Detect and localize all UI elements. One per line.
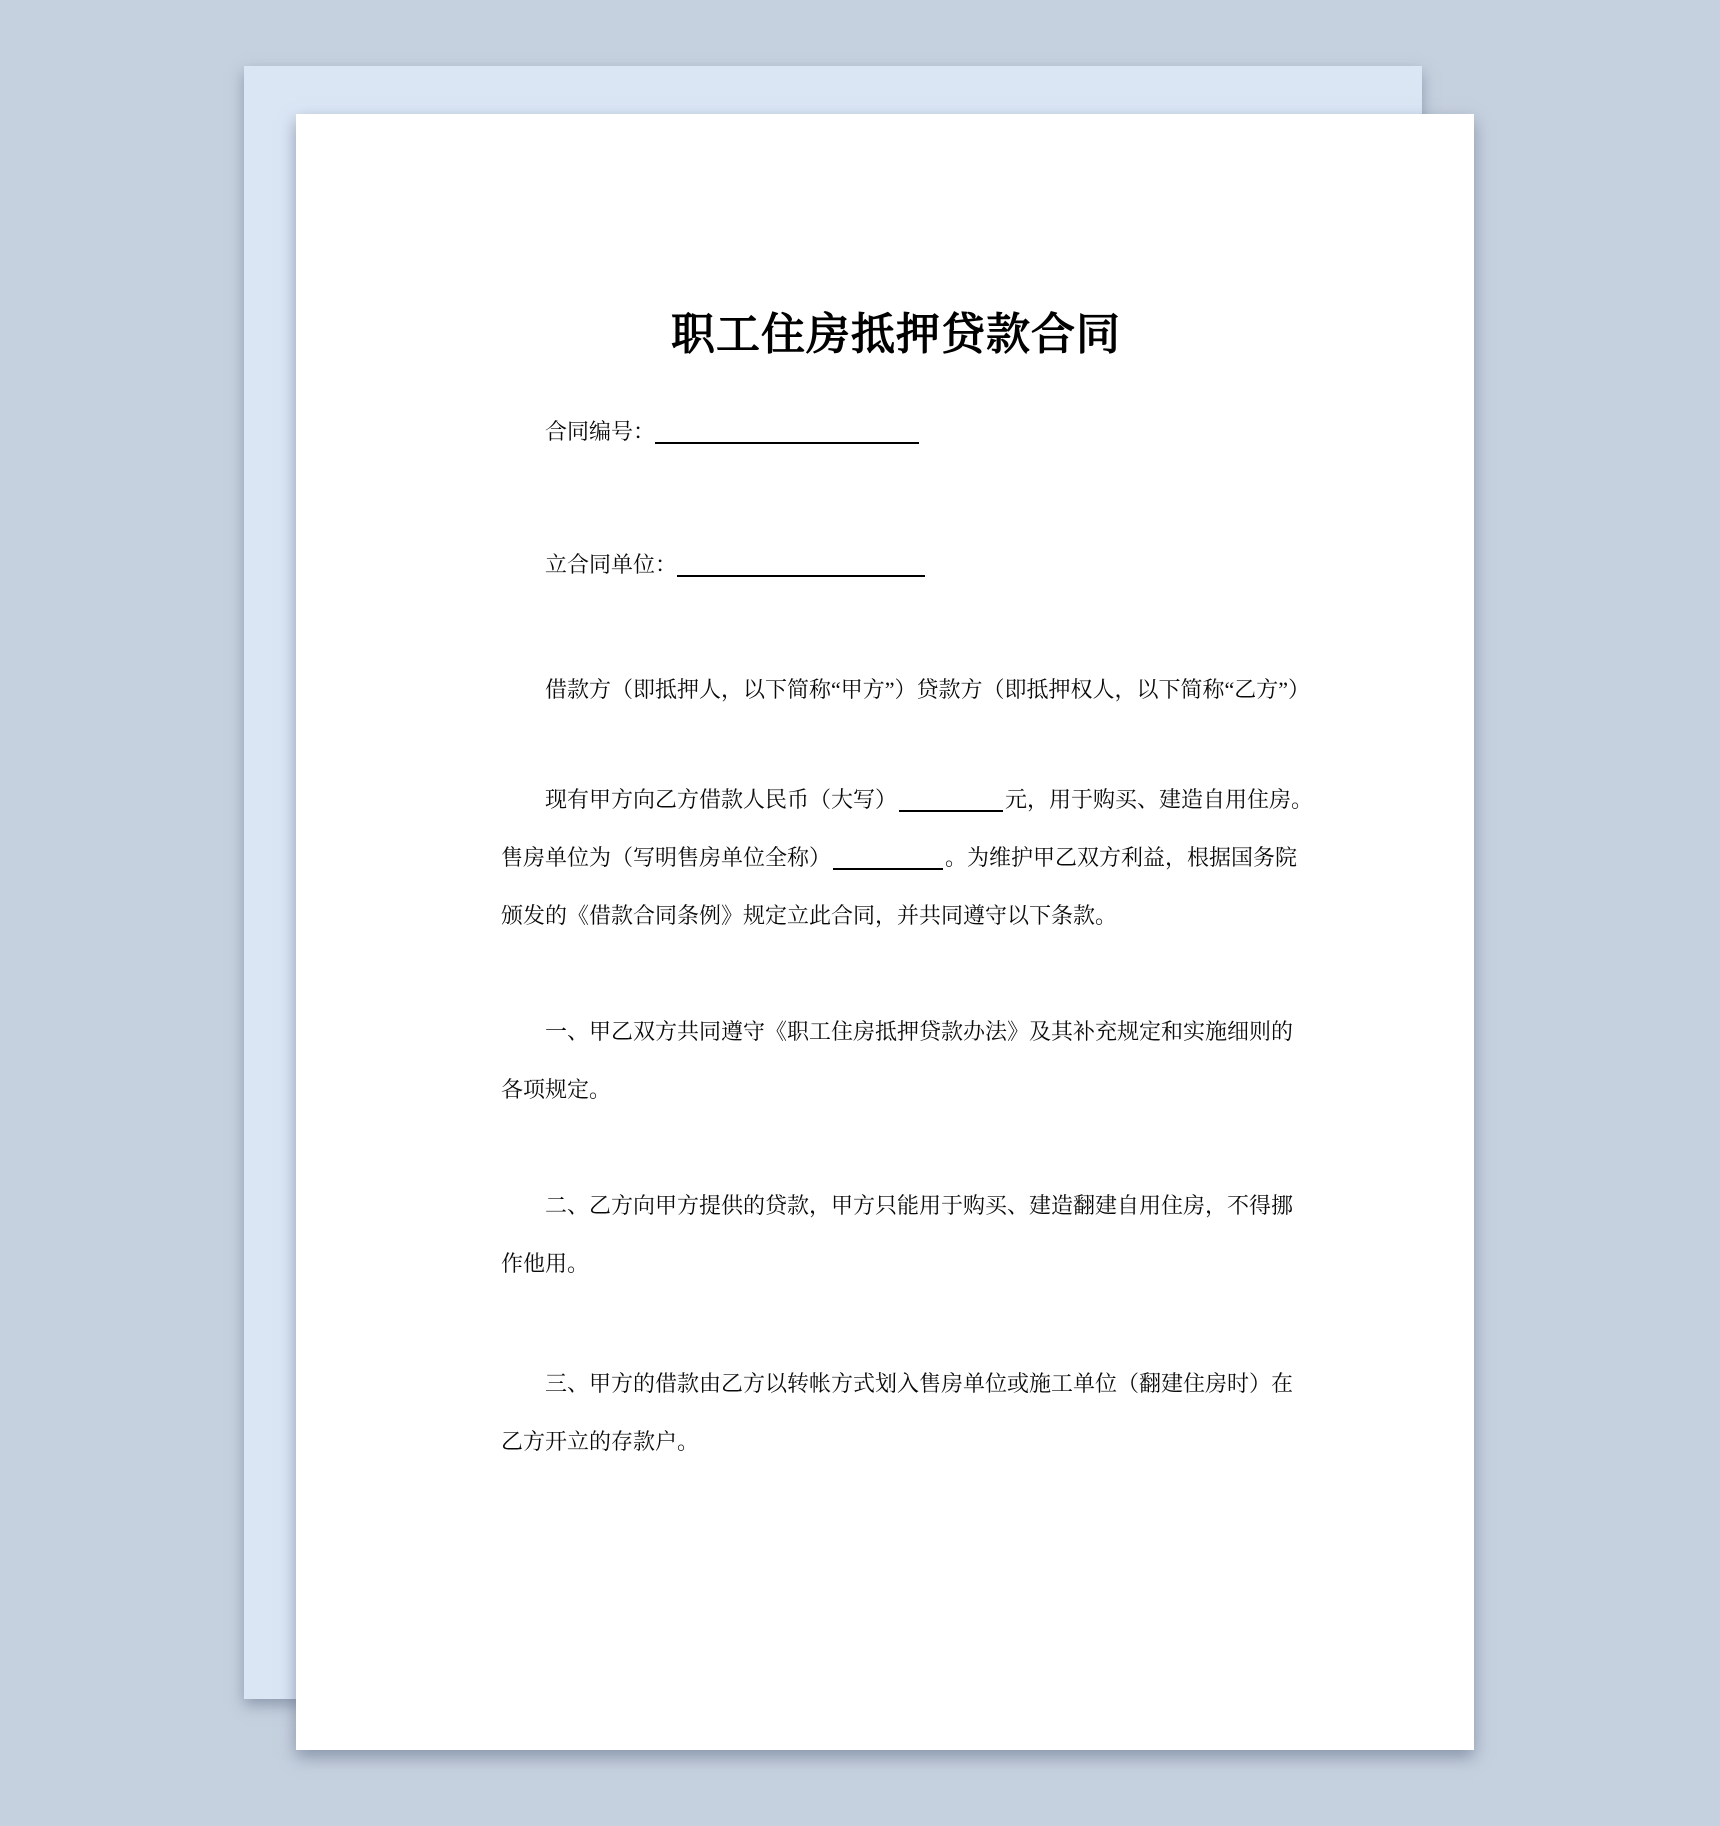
clause-1-line-2: 各项规定。 — [501, 1077, 612, 1102]
loan-amount-blank-line — [899, 790, 1003, 812]
seller-unit-blank-line — [833, 848, 943, 870]
intro-line-1-post: 元，用于购买、建造自用住房。 — [1005, 787, 1314, 812]
clause-3-line-2: 乙方开立的存款户。 — [501, 1429, 700, 1454]
parties-definition-line: 借款方（即抵押人，以下简称“甲方”）贷款方（即抵押权人，以下简称“乙方”） — [545, 677, 1311, 702]
contract-number-blank-line — [655, 422, 919, 444]
party-unit-row — [545, 550, 1355, 580]
intro-line-2-post: 。为维护甲乙双方利益，根据国务院 — [945, 845, 1298, 870]
intro-line-1 — [545, 785, 1355, 815]
party-unit-blank-line — [677, 555, 925, 577]
contract-number-row — [545, 417, 1355, 447]
contract-page — [296, 114, 1474, 1750]
clause-1-line-1: 一、甲乙双方共同遵守《职工住房抵押贷款办法》及其补充规定和实施细则的 — [545, 1019, 1294, 1044]
intro-line-3: 颁发的《借款合同条例》规定立此合同，并共同遵守以下条款。 — [501, 903, 1118, 928]
document-title: 职工住房抵押贷款合同 — [671, 310, 1121, 359]
intro-line-2-pre: 售房单位为（写明售房单位全称） — [501, 845, 832, 870]
contract-number-label: 合同编号： — [545, 419, 656, 444]
clause-2-line-2: 作他用。 — [501, 1251, 590, 1276]
intro-line-2 — [501, 843, 1311, 873]
party-unit-label: 立合同单位： — [545, 552, 678, 577]
clause-2-line-1: 二、乙方向甲方提供的贷款，甲方只能用于购买、建造翻建自用住房，不得挪 — [545, 1193, 1294, 1218]
intro-line-1-pre: 现有甲方向乙方借款人民币（大写） — [545, 787, 898, 812]
clause-3-line-1: 三、甲方的借款由乙方以转帐方式划入售房单位或施工单位（翻建住房时）在 — [545, 1371, 1294, 1396]
